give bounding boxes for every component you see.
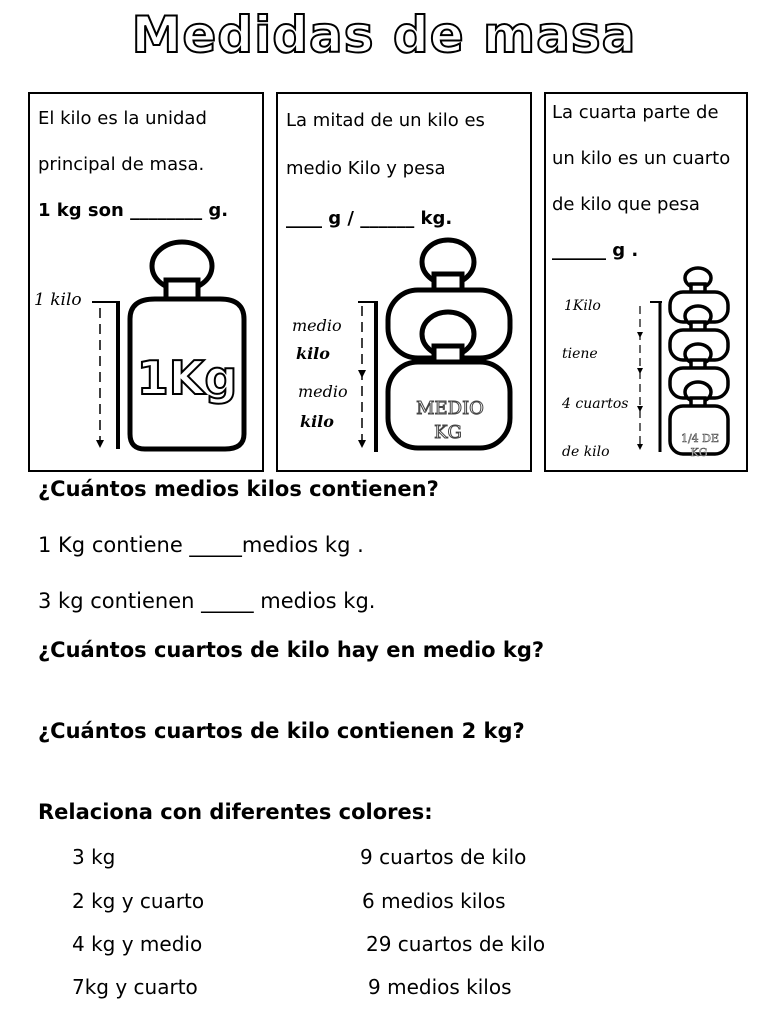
box2-line1: La mitad de un kilo es xyxy=(286,110,485,131)
relate-left-item: 4 kg y medio xyxy=(72,932,203,956)
question-quarters-in-2kg: ¿Cuántos cuartos de kilo contienen 2 kg? xyxy=(38,719,525,743)
box3-line3: de kilo que pesa xyxy=(552,194,700,215)
one-kilo-weight-illustration xyxy=(30,94,266,474)
box1-fill-blank: 1 kg son ________ g. xyxy=(38,200,229,221)
box3-label1: 1Kilo xyxy=(564,298,601,314)
box2-label-a1: medio xyxy=(292,316,342,335)
half-kilo-weights-illustration xyxy=(278,94,534,474)
relate-right-item: 6 medios kilos xyxy=(362,889,506,913)
box2-fill-blank: ____ g / ______ kg. xyxy=(286,208,453,229)
relate-instruction: Relaciona con diferentes colores: xyxy=(38,800,433,824)
box2-line2: medio Kilo y pesa xyxy=(286,158,446,179)
question-half-kilos: ¿Cuántos medios kilos contienen? xyxy=(38,477,439,501)
relate-left-item: 7kg y cuarto xyxy=(72,975,198,999)
info-box-one-kilo xyxy=(28,92,264,472)
box3-fill-blank: ______ g . xyxy=(552,240,639,261)
box3-label2: tiene xyxy=(562,346,598,362)
info-box-quarter-kilo xyxy=(544,92,748,472)
box3-weight-label2: KG xyxy=(690,446,708,459)
relate-right-item: 9 cuartos de kilo xyxy=(360,845,527,869)
relate-left-item: 3 kg xyxy=(72,845,116,869)
box3-label4: de kilo xyxy=(562,444,610,460)
box2-label-a2: kilo xyxy=(296,344,330,363)
exercise-3kg-halves: 3 kg contienen _____ medios kg. xyxy=(38,589,376,613)
box2-weight-label1: MEDIO xyxy=(416,398,484,419)
box1-line1: El kilo es la unidad xyxy=(38,108,207,129)
exercise-1kg-halves: 1 Kg contiene _____medios kg . xyxy=(38,533,364,557)
box3-line1: La cuarta parte de xyxy=(552,102,719,123)
info-box-half-kilo xyxy=(276,92,532,472)
quarter-kilo-weights-illustration xyxy=(546,94,750,474)
box3-line2: un kilo es un cuarto xyxy=(552,148,731,169)
box2-label-b1: medio xyxy=(298,382,348,401)
box2-weight-label2: KG xyxy=(434,422,462,443)
page-title: Medidas de masa xyxy=(131,6,637,64)
box1-scale-label: 1 kilo xyxy=(34,290,82,310)
box1-weight-label: 1Kg xyxy=(136,351,238,405)
box3-label3: 4 cuartos xyxy=(562,396,629,412)
box2-label-b2: kilo xyxy=(300,412,334,431)
box3-weight-label1: 1/4 DE xyxy=(680,432,720,445)
question-quarters-in-half: ¿Cuántos cuartos de kilo hay en medio kg? xyxy=(38,638,545,662)
box1-line2: principal de masa. xyxy=(38,154,205,175)
relate-right-item: 29 cuartos de kilo xyxy=(366,932,546,956)
relate-right-item: 9 medios kilos xyxy=(368,975,512,999)
relate-left-item: 2 kg y cuarto xyxy=(72,889,205,913)
